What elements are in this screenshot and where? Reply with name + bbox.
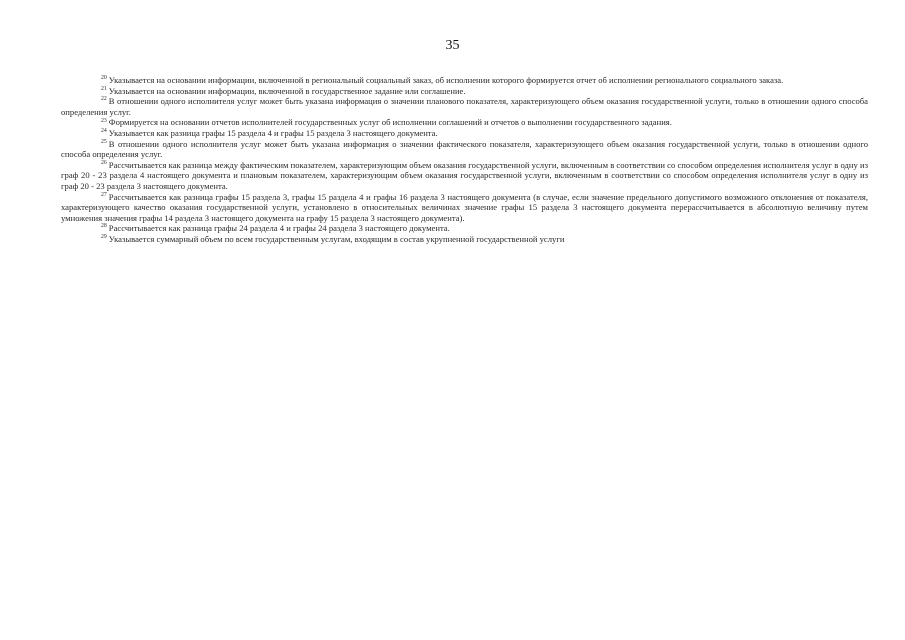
footnote-28 (61, 223, 868, 234)
footnote-27 (61, 192, 868, 224)
footnote-text: Формируется на основании отчетов исполнителей государственных услуг об исполнении соглашений и отчетов о выполнении государственного задания. (108, 117, 672, 128)
footnote-text: Указывается на основании информации, включенной в государственное задание или соглашение. (108, 85, 466, 96)
footnote-marker: 26 (101, 159, 107, 166)
footnote-text: Указывается на основании информации, включенной в региональный социальный заказ, об исполнении которого формируется отчет об исполнении регионального социального заказа. (108, 75, 784, 85)
footnote-20 (61, 75, 868, 86)
footnote-21 (61, 86, 868, 97)
footnote-text: В отношении одного исполнителя услуг может быть указана информация о значении планового показателя, характеризующего объем оказания государственной услуги, только в отношении одного способа определения услуг. (61, 96, 868, 117)
footnote-marker: 24 (101, 128, 107, 135)
footnote-marker: 28 (101, 223, 107, 230)
footnote-marker: 25 (101, 138, 107, 145)
footnote-22 (61, 96, 868, 117)
footnote-text: Указывается суммарный объем по всем государственным услугам, входящим в состав укрупненной государственной услуги (108, 233, 565, 244)
footnote-marker: 21 (101, 85, 107, 92)
footnote-marker: 23 (101, 117, 107, 124)
footnote-23 (61, 117, 868, 128)
footnote-text: Рассчитывается как разница между фактическим показателем, характеризующим объем оказания государственной услуги, включенным в соответствии со способом определения исполнителя услуг в одну из граф 20 - 23 раздела 4 настоящего документа и плановым показателем, характеризующим объем оказания государственной услуги, включенным в соответствии со способом определения исполнителя услуг в одну из граф 20 - 23 раздела 3 настоящего документа. (61, 159, 868, 191)
footnote-29 (61, 234, 868, 245)
footnote-25 (61, 139, 868, 160)
footnote-text: Рассчитывается как разница графы 15 раздела 3, графы 15 раздела 4 и графы 16 раздела 3 настоящего документа (в случае, если значение предельного допустимого возможного отклонения от показателя, характеризующего качество оказания государственной услуги, установлено в относительных величинах значение графы 15 раздела 3 настоящего документа перерассчитывается в абсолютную величину путем умножения значения графы 14 раздела 3 настоящего документа на графу 15 раздела 3 настоящего документа). (61, 191, 868, 223)
footnote-text: В отношении одного исполнителя услуг может быть указана информация о значении фактического показателя, характеризующего объем оказания государственной услуги, только в отношении одного способа определения услуг. (61, 138, 868, 160)
footnote-text: Рассчитывается как разница графы 24 раздела 4 и графы 24 раздела 3 настоящего документа. (108, 223, 450, 234)
footnote-text: Указывается как разница графы 15 раздела 4 и графы 15 раздела 3 настоящего документа. (108, 127, 438, 138)
footnote-marker: 20 (101, 75, 107, 82)
footnote-marker: 22 (101, 96, 107, 103)
footnote-24 (61, 128, 868, 139)
footnote-marker: 27 (101, 191, 107, 198)
footnotes-list (61, 75, 868, 245)
footnote-26 (61, 160, 868, 192)
footnote-marker: 29 (101, 234, 107, 241)
page-number: 35 (445, 38, 460, 53)
